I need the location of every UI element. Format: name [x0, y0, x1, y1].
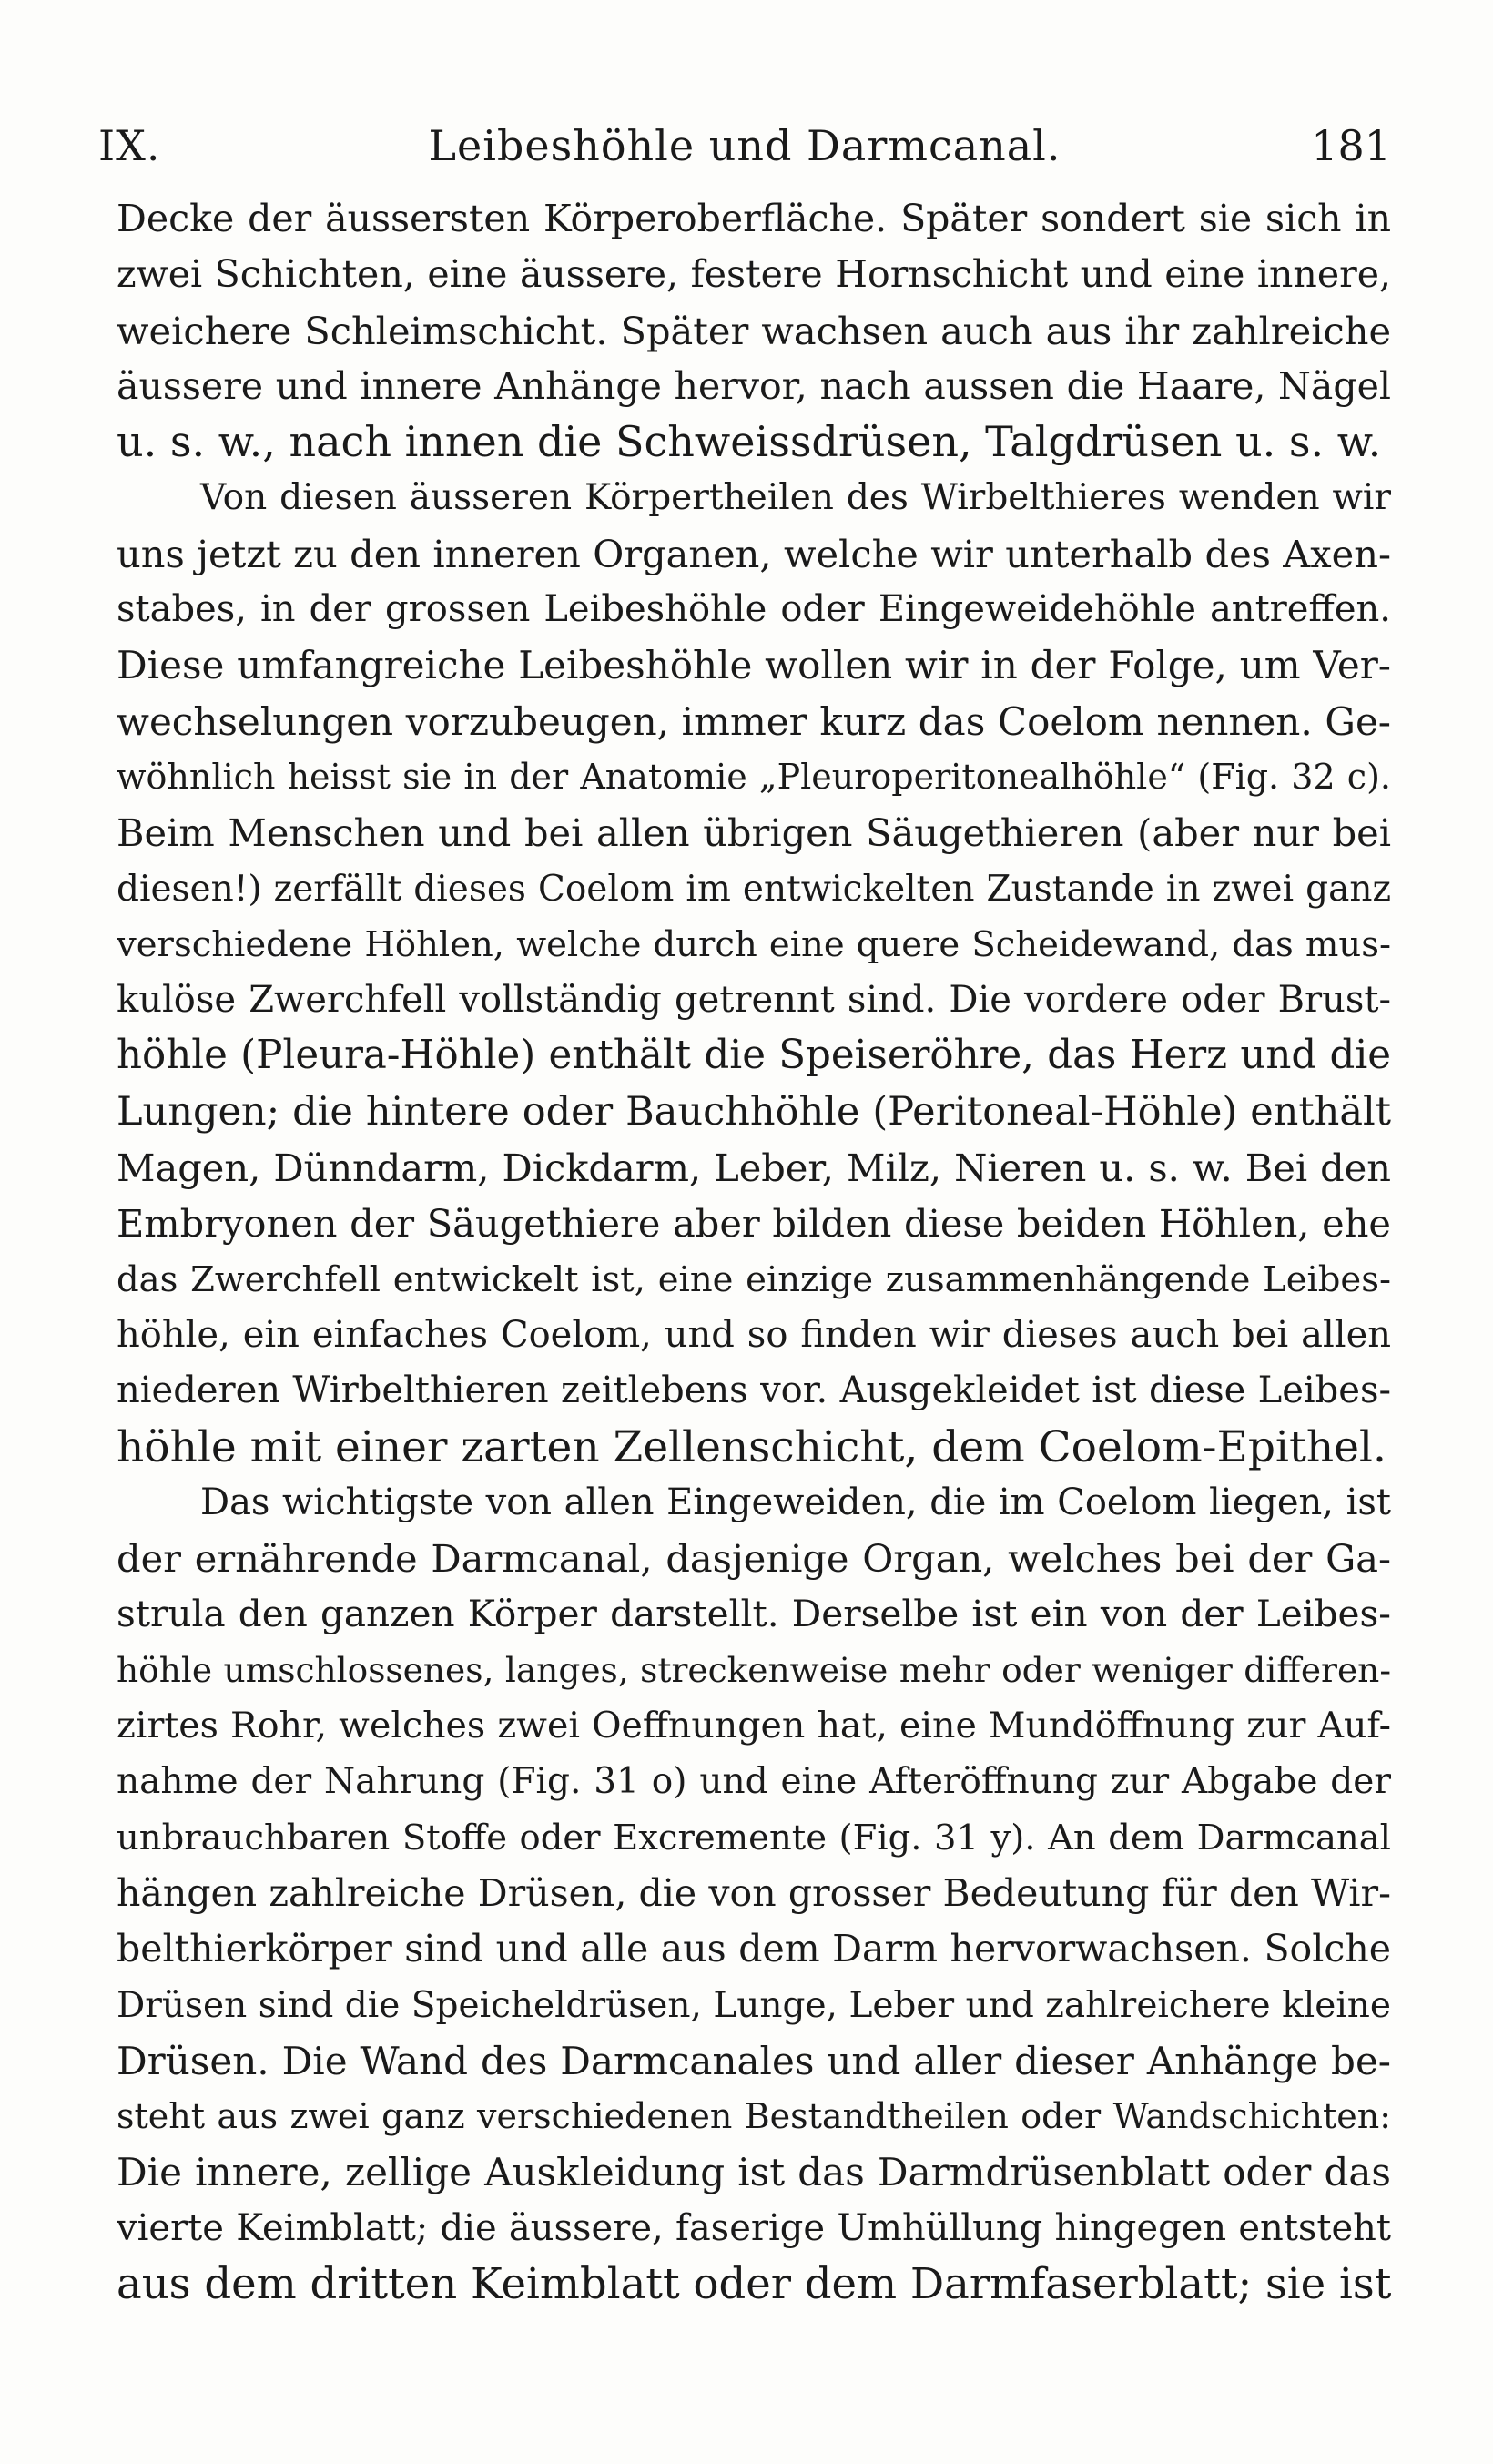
- text-line: unbrauchbaren Stoffe oder Excremente (Fig. 31 y). An dem Darmcanal: [117, 1817, 1391, 1858]
- text-line: Das wichtigste von allen Eingeweiden, die im Coelom liegen, ist: [200, 1481, 1391, 1523]
- running-title: Leibeshöhle und Darmcanal.: [428, 121, 1061, 170]
- text-line: höhle (Pleura-Höhle) enthält die Speiseröhre, das Herz und die: [117, 1033, 1391, 1079]
- running-head: [98, 118, 1391, 173]
- text-line: Drüsen sind die Speicheldrüsen, Lunge, Leber und zahlreichere kleine: [117, 1984, 1391, 2026]
- text-line: u. s. w., nach innen die Schweissdrüsen, Talgdrüsen u. s. w.: [117, 417, 1382, 467]
- text-line: höhle umschlossenes, langes, streckenweise mehr oder weniger differen-: [117, 1649, 1391, 1690]
- text-line: kulöse Zwerchfell vollständig getrennt sind. Die vordere oder Brust-: [117, 979, 1391, 1022]
- text-line: wechselungen vorzubeugen, immer kurz das Coelom nennen. Ge-: [117, 698, 1391, 744]
- text-line: niederen Wirbelthieren zeitlebens vor. Ausgekleidet ist diese Leibes-: [117, 1369, 1391, 1412]
- text-line: das Zwerchfell entwickelt ist, eine einzige zusammenhängende Leibes-: [117, 1258, 1391, 1300]
- text-line: zirtes Rohr, welches zwei Oeffnungen hat, eine Mundöffnung zur Auf-: [117, 1705, 1391, 1747]
- text-line: Lungen; die hintere oder Bauchhöhle (Peritoneal-Höhle) enthält: [117, 1088, 1391, 1135]
- text-line: Beim Menschen und bei allen übrigen Säugethieren (aber nur bei: [117, 810, 1391, 856]
- text-line: höhle, ein einfaches Coelom, und so finden wir dieses auch bei allen: [117, 1313, 1391, 1356]
- text-line: Die innere, zellige Auskleidung ist das Darmdrüsenblatt oder das: [117, 2150, 1391, 2195]
- text-line: wöhnlich heisst sie in der Anatomie „Pleuroperitonealhöhle“ (Fig. 32 c).: [117, 756, 1391, 797]
- text-line: steht aus zwei ganz verschiedenen Bestandtheilen oder Wandschichten:: [117, 2096, 1391, 2137]
- text-line: Embryonen der Säugethiere aber bilden diese beiden Höhlen, ehe: [117, 1201, 1391, 1247]
- text-line: Drüsen. Die Wand des Darmcanales und aller dieser Anhänge be-: [117, 2038, 1391, 2083]
- text-line: vierte Keimblatt; die äussere, faserige Umhüllung hingegen entsteht: [117, 2206, 1391, 2249]
- body-text: [117, 191, 1391, 2312]
- text-line: hängen zahlreiche Drüsen, die von grosser Bedeutung für den Wir-: [117, 1870, 1391, 1915]
- text-line: belthierkörper sind und alle aus dem Darm hervorwachsen. Solche: [117, 1927, 1391, 1971]
- text-line: diesen!) zerfällt dieses Coelom im entwickelten Zustande in zwei ganz: [117, 868, 1391, 910]
- text-line: nahme der Nahrung (Fig. 31 o) und eine Afteröffnung zur Abgabe der: [117, 1761, 1391, 1803]
- page-number: 181: [1311, 121, 1391, 170]
- text-line: aus dem dritten Keimblatt oder dem Darmfaserblatt; sie ist: [117, 2258, 1391, 2308]
- text-line: höhle mit einer zarten Zellenschicht, dem Coelom-Epithel.: [117, 1421, 1386, 1472]
- text-line: verschiedene Höhlen, welche durch eine quere Scheidewand, das mus-: [117, 923, 1391, 965]
- text-line: weichere Schleimschicht. Später wachsen auch aus ihr zahlreiche: [117, 308, 1391, 353]
- text-line: äussere und innere Anhänge hervor, nach aussen die Haare, Nägel: [117, 363, 1391, 408]
- text-line: stabes, in der grossen Leibeshöhle oder Eingeweidehöhle antreffen.: [117, 588, 1391, 631]
- text-line: Diese umfangreiche Leibeshöhle wollen wir in der Folge, um Ver-: [117, 643, 1391, 688]
- chapter-number: IX.: [98, 121, 161, 170]
- text-line: Von diesen äusseren Körpertheilen des Wirbelthieres wenden wir: [200, 477, 1391, 519]
- text-line: uns jetzt zu den inneren Organen, welche wir unterhalb des Axen-: [117, 531, 1391, 576]
- text-line: zwei Schichten, eine äussere, festere Hornschicht und eine innere,: [117, 252, 1391, 297]
- text-line: Decke der äussersten Körperoberfläche. Später sondert sie sich in: [117, 197, 1391, 240]
- text-line: Magen, Dünndarm, Dickdarm, Leber, Milz, Nieren u. s. w. Bei den: [117, 1145, 1391, 1191]
- text-line: der ernährende Darmcanal, dasjenige Organ, welches bei der Ga-: [117, 1536, 1391, 1582]
- text-line: strula den ganzen Körper darstellt. Derselbe ist ein von der Leibes-: [117, 1592, 1391, 1636]
